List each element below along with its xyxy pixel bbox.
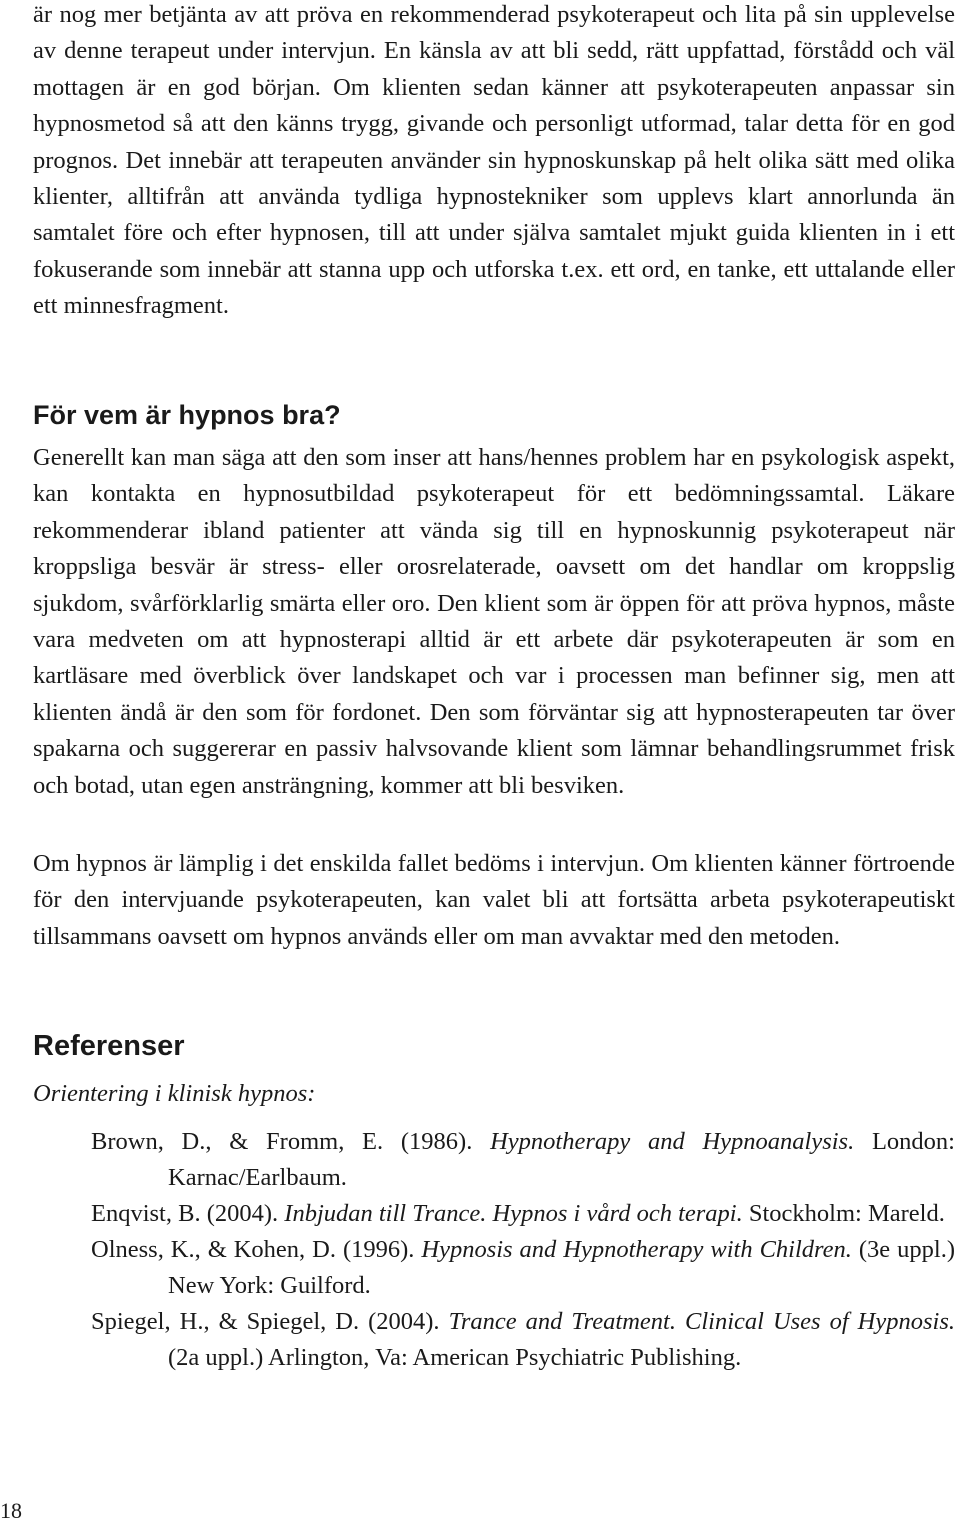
document-page bbox=[33, 0, 955, 1371]
section-paragraph-1: Generellt kan man säga att den som inser att hans/hennes problem har en psykologisk aspekt, kan kontakta en hypnosutbildad psykoterapeut för ett bedömningssamtal. Läkare rekommenderar ibland patienter att vända sig till en hypnoskunnig psykoterapeut när kroppsliga besvär är stress- eller orosrelaterade, oavsett om det handlar om kroppslig sjukdom, svårförklarlig smärta eller oro. Den klient som är öppen för att pröva hypnos, måste vara medveten om att hypnosterapi alltid är ett arbete där psykoterapeuten är som en kartläsare med överblick över landskapet och var i processen man befinner sig, men att klienten ändå är den som för fordonet. Den som förväntar sig att hypnosterapeuten tar över spakarna och suggererar en passiv halvsovande klient som lämnar behandlingsrummet frisk och botad, utan egen ansträngning, kommer att bli besviken. bbox=[33, 444, 955, 799]
reference-publisher: (2a uppl.) Arlington, Va: American Psychiatric Publishing. bbox=[168, 1344, 742, 1371]
reference-title: Trance and Treatment. Clinical Uses of Hypnosis. bbox=[448, 1308, 955, 1335]
reference-item bbox=[91, 1196, 955, 1232]
reference-item bbox=[91, 1232, 955, 1304]
references-intro: Orientering i klinisk hypnos: bbox=[33, 1080, 316, 1107]
reference-authors: Enqvist, B. (2004). bbox=[91, 1200, 285, 1227]
reference-publisher: London: Karnac/Earlbaum. bbox=[168, 1128, 955, 1191]
reference-publisher: Stockholm: Mareld. bbox=[742, 1200, 945, 1227]
reference-title: Hypnotherapy and Hypnoanalysis. bbox=[490, 1128, 855, 1155]
reference-item bbox=[91, 1304, 955, 1376]
reference-authors: Spiegel, H., & Spiegel, D. (2004). bbox=[91, 1308, 449, 1335]
page-number: 18 bbox=[0, 1498, 22, 1523]
reference-item bbox=[91, 1124, 955, 1196]
reference-title: Hypnosis and Hypnotherapy with Children. bbox=[421, 1236, 852, 1263]
section-heading-who-is-hypnosis-for: För vem är hypnos bra? bbox=[33, 400, 341, 430]
reference-title: Inbjudan till Trance. Hypnos i vård och terapi. bbox=[284, 1200, 743, 1227]
references-heading: Referenser bbox=[33, 1030, 185, 1062]
reference-publisher: (3e uppl.) New York: Guilford. bbox=[168, 1236, 955, 1299]
section-paragraph-2: Om hypnos är lämplig i det enskilda fallet bedöms i intervjun. Om klienten känner förtroende för den intervjuande psykoterapeuten, kan valet bli att fortsätta arbeta psykoterapeutiskt tillsammans oavsett om hypnos används eller om man avvaktar med den metoden. bbox=[33, 850, 955, 950]
intro-paragraph: är nog mer betjänta av att pröva en rekommenderad psykoterapeut och lita på sin upplevelse av denne terapeut under intervjun. En känsla av att bli sedd, rätt uppfattad, förstådd och väl mottagen är en god början. Om klienten sedan känner att psykoterapeuten anpassar sin hypnosmetod så att den känns trygg, givande och personligt utformad, talar detta för en god prognos. Det innebär att terapeuten använder sin hypnoskunskap på helt olika sätt med olika klienter, alltifrån att använda tydliga hypnostekniker som upplevs klart annorlunda än samtalet före och efter hypnosen, till att under själva samtalet mjukt guida klienten in i ett fokuserande som innebär att stanna upp och utforska t.ex. ett ord, en tanke, ett uttalande eller ett minnesfragment. bbox=[33, 1, 955, 320]
reference-authors: Olness, K., & Kohen, D. (1996). bbox=[91, 1236, 422, 1263]
reference-list bbox=[91, 1124, 955, 1376]
reference-authors: Brown, D., & Fromm, E. (1986). bbox=[91, 1128, 491, 1155]
